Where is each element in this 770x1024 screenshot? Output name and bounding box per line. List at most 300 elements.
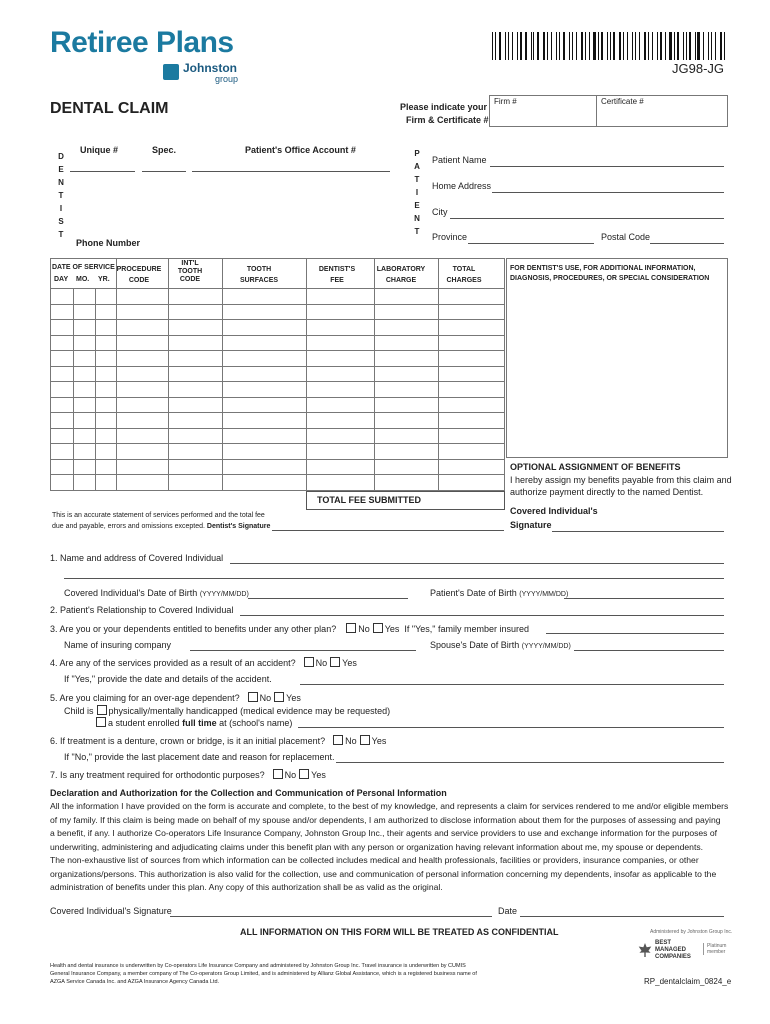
unique-label: Unique #	[80, 145, 119, 155]
q2-label: 2. Patient's Relationship to Covered Individual	[50, 605, 234, 615]
barcode-bar	[619, 32, 621, 60]
table-cell[interactable]	[168, 459, 222, 475]
q6-no-checkbox[interactable]	[333, 735, 343, 745]
barcode-bar	[697, 32, 699, 60]
q7-no-checkbox[interactable]	[273, 769, 283, 779]
q5-school-field[interactable]	[298, 727, 724, 728]
page-title: DENTAL CLAIM	[50, 100, 169, 117]
table-cell[interactable]	[117, 428, 169, 444]
office-account-field[interactable]	[192, 171, 390, 172]
table-cell[interactable]	[117, 335, 169, 351]
yr-header: YR.	[98, 276, 110, 283]
table-cell[interactable]	[74, 444, 95, 460]
q5-handicapped-label: physically/mentally handicapped (medical evidence may be requested)	[108, 706, 391, 716]
table-cell[interactable]	[117, 366, 169, 382]
declaration-body	[50, 800, 730, 895]
barcode-bar	[492, 32, 493, 60]
procedure-code-header	[114, 264, 164, 286]
table-cell[interactable]	[306, 444, 374, 460]
table-cell[interactable]	[438, 428, 504, 444]
q3-no-checkbox[interactable]	[346, 623, 356, 633]
header-line: CHARGE	[385, 277, 417, 284]
table-cell[interactable]	[51, 382, 74, 398]
barcode-bar	[689, 32, 690, 60]
table-cell[interactable]	[51, 304, 74, 320]
table-cell[interactable]	[306, 382, 374, 398]
spec-field[interactable]	[142, 171, 186, 172]
barcode-bar	[520, 32, 522, 60]
statement-text: due and payable, errors and omissions excepted.	[52, 523, 205, 530]
table-row	[51, 475, 505, 491]
table-cell[interactable]	[168, 320, 222, 336]
q5-student-label: a student enrolled	[108, 718, 180, 728]
table-cell[interactable]	[168, 304, 222, 320]
q4-no-checkbox[interactable]	[304, 657, 314, 667]
header-line: LABORATORY	[376, 266, 426, 273]
table-cell[interactable]	[51, 428, 74, 444]
q5-handicapped-checkbox[interactable]	[97, 705, 107, 715]
q7-text: 7. Is any treatment required for orthodontic purposes?	[50, 770, 265, 780]
form-code: JG98-JG	[672, 61, 725, 76]
table-cell[interactable]	[51, 475, 74, 491]
barcode-bar	[556, 32, 557, 60]
table-cell[interactable]	[374, 475, 438, 491]
q6-if-no: If "No," provide the last placement date and reason for replacement.	[64, 752, 335, 762]
table-cell[interactable]	[374, 335, 438, 351]
table-cell[interactable]	[374, 366, 438, 382]
covered-sig-2: Signature	[510, 520, 552, 530]
barcode-bar	[686, 32, 687, 60]
table-cell[interactable]	[168, 428, 222, 444]
patient-vertical-label	[412, 147, 422, 238]
q1-field-2[interactable]	[64, 578, 724, 579]
table-cell[interactable]	[74, 475, 95, 491]
table-cell[interactable]	[168, 366, 222, 382]
table-cell[interactable]	[95, 335, 116, 351]
header-line: CHARGES	[446, 277, 482, 284]
barcode-bar	[585, 32, 586, 60]
table-cell[interactable]	[117, 289, 169, 305]
covered-signature-field[interactable]	[552, 531, 724, 532]
certificate-label: Certificate #	[601, 97, 644, 106]
table-cell[interactable]	[438, 459, 504, 475]
table-cell[interactable]	[74, 304, 95, 320]
barcode-bar	[652, 32, 653, 60]
table-row	[51, 304, 505, 320]
table-cell[interactable]	[438, 289, 504, 305]
dentist-vertical-letter: S	[58, 217, 64, 226]
q4-yes-checkbox[interactable]	[330, 657, 340, 667]
table-cell[interactable]	[306, 366, 374, 382]
spouse-dob-label	[430, 640, 571, 650]
province-label: Province	[432, 232, 468, 242]
barcode-bar	[547, 32, 548, 60]
table-cell[interactable]	[95, 459, 116, 475]
barcode-bar	[576, 32, 577, 60]
q4-yes-label: Yes	[342, 658, 357, 668]
barcode-bar	[559, 32, 560, 60]
table-cell[interactable]	[374, 351, 438, 367]
q5-yes-label: Yes	[286, 693, 301, 703]
table-cell[interactable]	[438, 320, 504, 336]
barcode-bar	[623, 32, 624, 60]
barcode-bar	[499, 32, 501, 60]
table-cell[interactable]	[95, 475, 116, 491]
q7-yes-checkbox[interactable]	[299, 769, 309, 779]
patient-vertical-letter: P	[414, 149, 420, 158]
table-cell[interactable]	[95, 397, 116, 413]
table-row	[51, 351, 505, 367]
q2-field[interactable]	[240, 615, 724, 616]
q5-student-checkbox[interactable]	[96, 717, 106, 727]
dentist-vertical-letter: T	[58, 191, 64, 200]
table-cell[interactable]	[168, 289, 222, 305]
table-cell[interactable]	[438, 382, 504, 398]
table-cell[interactable]	[222, 428, 306, 444]
table-cell[interactable]	[117, 413, 169, 429]
spouse-dob-field[interactable]	[574, 650, 724, 651]
barcode-bar	[677, 32, 678, 60]
table-cell[interactable]	[306, 428, 374, 444]
table-cell[interactable]	[74, 397, 95, 413]
table-cell[interactable]	[374, 459, 438, 475]
q5-fulltime: full time	[182, 718, 217, 728]
header-line: CODE	[128, 277, 150, 284]
table-cell[interactable]	[374, 397, 438, 413]
table-cell[interactable]	[306, 475, 374, 491]
table-cell[interactable]	[74, 428, 95, 444]
q5-child-label: Child is	[64, 706, 94, 716]
patient-vertical-letter: T	[414, 227, 420, 236]
dentist-vertical-letter: D	[58, 152, 64, 161]
platinum-label	[703, 943, 726, 955]
johnston-logo-icon	[163, 64, 179, 80]
table-cell[interactable]	[374, 289, 438, 305]
q6-no-label: No	[345, 736, 357, 746]
header-line: PROCEDURE	[116, 266, 162, 273]
table-cell[interactable]	[117, 351, 169, 367]
declaration-signature-field[interactable]	[170, 916, 492, 917]
barcode-bar	[551, 32, 552, 60]
table-cell[interactable]	[95, 289, 116, 305]
q3-family-member-field[interactable]	[546, 633, 724, 634]
patient-vertical-letter: A	[414, 162, 420, 171]
table-row	[51, 397, 505, 413]
table-cell[interactable]	[51, 459, 74, 475]
table-cell[interactable]	[168, 475, 222, 491]
barcode-bar	[505, 32, 506, 60]
table-cell[interactable]	[117, 475, 169, 491]
q1-label: 1. Name and address of Covered Individual	[50, 553, 224, 563]
q7-label	[50, 769, 326, 780]
table-cell[interactable]	[95, 428, 116, 444]
insuring-company-label: Name of insuring company	[64, 640, 172, 650]
table-cell[interactable]	[95, 366, 116, 382]
lab-charge-header	[370, 264, 432, 286]
header-line: FEE	[330, 277, 344, 284]
q6-yes-checkbox[interactable]	[360, 735, 370, 745]
table-cell[interactable]	[374, 320, 438, 336]
administered-by: Administered by Johnston Group Inc.	[650, 929, 733, 935]
spec-label: Spec.	[152, 145, 177, 155]
barcode-bar	[593, 32, 595, 60]
table-header-cell	[51, 259, 117, 289]
table-cell[interactable]	[95, 444, 116, 460]
table-cell[interactable]	[222, 351, 306, 367]
q3-yes-label: Yes	[384, 624, 400, 634]
table-row	[51, 444, 505, 460]
declaration-line: The non-exhaustive list of sources from which information can be collected includes medical and health professionals, facilities or providers, insurance companies, or other	[50, 855, 699, 865]
dentist-signature-field[interactable]	[272, 530, 504, 531]
table-cell[interactable]	[95, 382, 116, 398]
table-cell[interactable]	[51, 366, 74, 382]
table-cell[interactable]	[95, 413, 116, 429]
q6-field[interactable]	[336, 762, 724, 763]
table-cell[interactable]	[168, 382, 222, 398]
table-cell[interactable]	[306, 351, 374, 367]
table-cell[interactable]	[168, 413, 222, 429]
indicate-line1: Please indicate your	[400, 102, 488, 112]
table-cell[interactable]	[168, 397, 222, 413]
patient-vertical-letter: E	[414, 201, 420, 210]
table-cell[interactable]	[51, 413, 74, 429]
table-cell[interactable]	[438, 366, 504, 382]
table-cell[interactable]	[74, 366, 95, 382]
q5-label	[50, 692, 301, 703]
q1-field-1[interactable]	[230, 563, 724, 564]
table-cell[interactable]	[117, 444, 169, 460]
intl-tooth-code-header	[168, 260, 212, 284]
table-cell[interactable]	[222, 459, 306, 475]
q5-yes-checkbox[interactable]	[274, 692, 284, 702]
insuring-company-field[interactable]	[190, 650, 416, 651]
city-field[interactable]	[450, 218, 724, 219]
table-cell[interactable]	[438, 304, 504, 320]
table-cell[interactable]	[222, 397, 306, 413]
header-line: TOOTH	[246, 266, 272, 273]
maple-leaf-icon	[638, 943, 652, 957]
table-cell[interactable]	[438, 413, 504, 429]
table-cell[interactable]	[306, 459, 374, 475]
barcode-bar	[632, 32, 633, 60]
table-cell[interactable]	[222, 444, 306, 460]
day-header: DAY	[54, 276, 69, 283]
q4-no-label: No	[315, 658, 328, 668]
barcode-bar	[674, 32, 675, 60]
q5-no-checkbox[interactable]	[248, 692, 258, 702]
table-cell[interactable]	[306, 304, 374, 320]
table-cell[interactable]	[306, 413, 374, 429]
q7-yes-label: Yes	[311, 770, 326, 780]
barcode-bar	[708, 32, 709, 60]
table-cell[interactable]	[306, 289, 374, 305]
dentist-fee-header	[304, 264, 370, 286]
q3-no-label: No	[358, 624, 370, 634]
table-cell[interactable]	[306, 335, 374, 351]
q6-text: 6. If treatment is a denture, crown or bridge, is it an initial placement?	[50, 736, 326, 746]
table-cell[interactable]	[222, 335, 306, 351]
table-cell[interactable]	[74, 351, 95, 367]
barcode-bar	[533, 32, 534, 60]
q5-student-line	[96, 717, 292, 728]
barcode-bar	[508, 32, 509, 60]
total-fee-label: TOTAL FEE SUBMITTED	[317, 495, 422, 505]
table-cell[interactable]	[222, 382, 306, 398]
table-cell[interactable]	[51, 320, 74, 336]
brand-title: Retiree Plans	[50, 26, 234, 59]
q5-text: 5. Are you claiming for an over-age dependent?	[50, 693, 240, 703]
barcode-bar	[581, 32, 582, 60]
q3-text: 3. Are you or your dependents entitled to benefits under any other plan?	[50, 624, 337, 634]
header-line: SURFACES	[239, 277, 279, 284]
table-cell[interactable]	[438, 335, 504, 351]
table-cell[interactable]	[95, 351, 116, 367]
table-cell[interactable]	[222, 304, 306, 320]
dentist-signature-label: Dentist's Signature	[206, 523, 271, 530]
dob-format-2: (YYYY/MM/DD)	[519, 591, 569, 598]
declaration-line: of my family. If this claim is being made on behalf of my spouse and/or dependents, I am authorized to disclose information about them for the purposes of assessing and paying	[50, 814, 721, 825]
table-cell[interactable]	[374, 382, 438, 398]
table-cell[interactable]	[117, 459, 169, 475]
table-cell[interactable]	[74, 459, 95, 475]
total-fee-box[interactable]	[306, 491, 505, 510]
barcode-bar	[669, 32, 671, 60]
table-cell[interactable]	[306, 320, 374, 336]
phone-label: Phone Number	[76, 238, 141, 248]
barcode-bar	[563, 32, 565, 60]
indicate-line2: Firm & Certificate #	[406, 115, 489, 125]
table-cell[interactable]	[51, 444, 74, 460]
table-cell[interactable]	[51, 335, 74, 351]
table-cell[interactable]	[438, 351, 504, 367]
q4-label	[50, 657, 357, 668]
dob-format: (YYYY/MM/DD)	[199, 591, 249, 598]
header-line: TOTAL	[452, 266, 476, 273]
barcode-bar	[683, 32, 684, 60]
barcode-bar	[635, 32, 636, 60]
barcode-bar	[512, 32, 513, 60]
table-row	[51, 413, 505, 429]
table-cell[interactable]	[117, 382, 169, 398]
q4-if-yes: If "Yes," provide the date and details of the accident.	[64, 674, 272, 684]
table-cell[interactable]	[51, 289, 74, 305]
table-cell[interactable]	[95, 320, 116, 336]
table-cell[interactable]	[222, 366, 306, 382]
table-cell[interactable]	[117, 397, 169, 413]
office-account-label: Patient's Office Account #	[245, 145, 356, 155]
barcode-bar	[517, 32, 518, 60]
barcode-bar	[627, 32, 628, 60]
barcode-bar	[601, 32, 602, 60]
barcode-bar	[695, 32, 696, 60]
barcode-bar	[607, 32, 608, 60]
platinum-line1: Platinum	[707, 943, 727, 949]
barcode-bar	[531, 32, 532, 60]
q3-yes-checkbox[interactable]	[373, 623, 383, 633]
barcode-bar	[724, 32, 725, 60]
bmc-line3: COMPANIES	[655, 954, 691, 960]
table-cell[interactable]	[95, 304, 116, 320]
table-cell[interactable]	[438, 444, 504, 460]
q3-if-yes: If "Yes," family member insured	[404, 624, 530, 634]
table-cell[interactable]	[117, 320, 169, 336]
table-cell[interactable]	[374, 304, 438, 320]
barcode-bar	[525, 32, 526, 60]
table-cell[interactable]	[168, 335, 222, 351]
home-address-field[interactable]	[492, 192, 724, 193]
table-cell[interactable]	[168, 444, 222, 460]
declaration-line: organizations/persons. This authorization is also valid for the collection, use and communication of personal information concerning my dependents, insofar as applicable to the	[50, 868, 717, 879]
declaration-title: Declaration and Authorization for the Collection and Communication of Personal Information	[50, 788, 447, 798]
dob-patient-label	[430, 588, 568, 598]
table-cell[interactable]	[74, 320, 95, 336]
table-cell[interactable]	[51, 351, 74, 367]
barcode-bar	[543, 32, 545, 60]
header-line: CODE	[179, 276, 201, 283]
optional-text-1: I hereby assign my benefits payable from this claim and	[510, 475, 732, 485]
dentist-vertical-letter: I	[59, 204, 63, 213]
table-cell[interactable]	[374, 428, 438, 444]
declaration-date-field[interactable]	[520, 916, 724, 917]
table-cell[interactable]	[51, 397, 74, 413]
table-cell[interactable]	[438, 397, 504, 413]
dentist-vertical-label	[56, 150, 66, 241]
table-cell[interactable]	[168, 351, 222, 367]
bmc-line2: MANAGED	[655, 947, 686, 953]
table-cell[interactable]	[374, 444, 438, 460]
table-cell[interactable]	[117, 304, 169, 320]
statement-line2	[52, 523, 270, 530]
dob-covered-text: Covered Individual's Date of Birth	[64, 588, 198, 598]
dentist-use-label: FOR DENTIST'S USE, FOR ADDITIONAL INFORMATION, DIAGNOSIS, PROCEDURES, OR SPECIAL CONSIDERATION	[510, 265, 710, 282]
table-cell[interactable]	[74, 335, 95, 351]
table-row	[51, 320, 505, 336]
postal-code-field[interactable]	[650, 243, 724, 244]
table-cell[interactable]	[374, 413, 438, 429]
certificate-field[interactable]	[596, 95, 728, 127]
footer-line3: AZGA Service Canada Inc. and AZGA Insurance Agency Canada Ltd.	[50, 979, 220, 985]
table-cell[interactable]	[74, 413, 95, 429]
declaration-date-label: Date	[498, 906, 518, 916]
dob-patient-field[interactable]	[564, 598, 724, 599]
q7-no-label: No	[284, 770, 297, 780]
table-cell[interactable]	[74, 382, 95, 398]
patient-name-field[interactable]	[490, 166, 724, 167]
q4-field[interactable]	[300, 684, 724, 685]
table-cell[interactable]	[222, 320, 306, 336]
province-field[interactable]	[468, 243, 594, 244]
table-row	[51, 366, 505, 382]
table-cell[interactable]	[222, 413, 306, 429]
table-cell[interactable]	[222, 289, 306, 305]
table-cell[interactable]	[74, 289, 95, 305]
dentist-vertical-letter: N	[58, 178, 64, 187]
barcode-bar	[495, 32, 496, 60]
table-cell[interactable]	[306, 397, 374, 413]
dob-covered-field[interactable]	[248, 598, 408, 599]
unique-field[interactable]	[70, 171, 135, 172]
dentist-vertical-letter: E	[58, 165, 64, 174]
barcode-bar	[613, 32, 614, 60]
platinum-line2: member	[707, 949, 726, 955]
barcode-bar	[572, 32, 573, 60]
header-line: TOOTH	[177, 268, 203, 275]
dentist-use-box[interactable]	[506, 258, 728, 458]
firm-field[interactable]	[489, 95, 597, 127]
barcode-bar	[711, 32, 712, 60]
table-cell[interactable]	[438, 475, 504, 491]
table-cell[interactable]	[222, 475, 306, 491]
